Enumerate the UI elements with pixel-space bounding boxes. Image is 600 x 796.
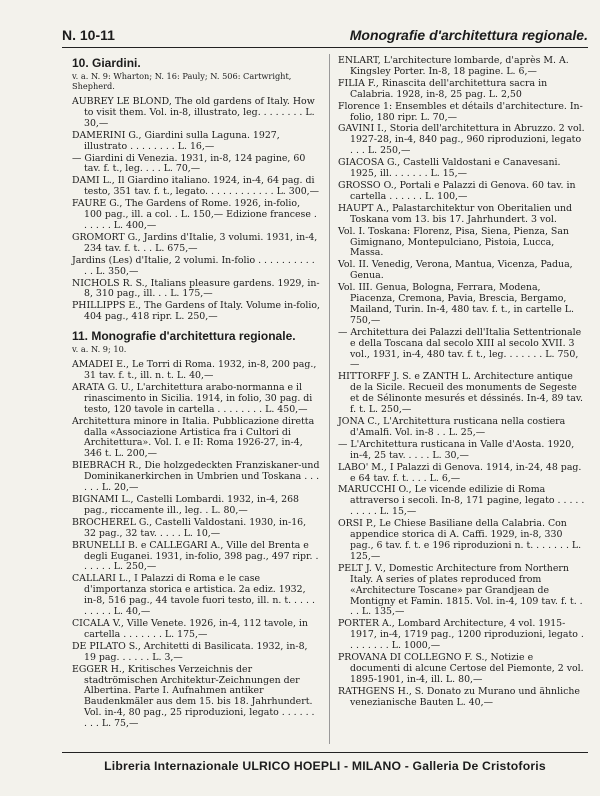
catalog-entry (72, 417, 320, 461)
catalog-entry (72, 665, 320, 730)
catalog-entry (72, 199, 320, 232)
catalog-entry-text: AUBREY LE BLOND, The old gardens of Italy. How to visit them. Vol. in-8, illustrato, leg. . . . . . . . L. 30,— (72, 96, 315, 129)
catalog-entry-text: GIACOSA G., Castelli Valdostani e Canavesani. 1925, ill. . . . . . . L. 15,— (338, 157, 561, 180)
page-header (62, 27, 588, 48)
catalog-entry (72, 642, 320, 664)
right-column (338, 56, 586, 710)
catalog-entry-text: PHILLIPPS E., The Gardens of Italy. Volume in-folio, 404 pag., 418 ripr. L. 250,— (72, 300, 321, 323)
catalog-entry (338, 372, 586, 416)
catalog-entry (338, 158, 586, 180)
catalog-entry (72, 461, 320, 494)
catalog-entry-text: ENLART, L'architecture lombarde, d'après M. A. Kingsley Porter. In-8, 18 pagine. L. 6,— (338, 55, 569, 77)
catalog-entry-text: — Architettura dei Palazzi dell'Italia Settentrionale e della Toscana dal secolo XIII al secolo XVII. 3 vol., 1931, in-4, 480 tav. f. t., leg. . . . . . . L. 750,— (338, 326, 582, 371)
catalog-entry (338, 463, 586, 485)
catalog-entry (338, 653, 586, 686)
catalog-entry (72, 301, 320, 323)
catalog-entry-text: ORSI P., Le Chiese Basiliane della Calabria. Con appendice storica di A. Caffi. 1929, in-8, 330 pag., 6 tav. f. t. e 196 riproduzioni n. t. . . . . . . L. 125,— (338, 518, 582, 562)
catalog-entry-text: BIGNAMI L., Castelli Lombardi. 1932, in-4, 268 pag., riccamente ill., leg. . L. 80,— (72, 494, 300, 516)
catalog-entry (338, 519, 586, 563)
catalog-entry-text: HAUPT A., Palastarchitektur von Oberitalien und Toskana vom 13. bis 17. Jahrhundert. 3 vol. (338, 202, 573, 225)
catalog-entry (72, 256, 320, 278)
section-10-note: v. a. N. 9: Wharton; N. 16: Pauly; N. 506: Cartwright, Shepherd. (72, 71, 292, 91)
catalog-entry (72, 233, 320, 255)
catalog-entry-text: Vol. II. Venedig, Verona, Mantua, Vicenza, Padua, Genua. (338, 259, 573, 282)
catalog-entry (338, 102, 586, 124)
catalog-entry-text: ARATA G. U., L'architettura arabo-normanna e il rinascimento in Sicilia. 1914, in folio, 30 pag. di testo, 120 tavole in cartella . . . . . . . . L. 450,— (72, 381, 313, 415)
catalog-entry (338, 440, 586, 462)
catalog-entry (338, 564, 586, 619)
catalog-entry (338, 56, 586, 78)
catalog-entry-text: Jardins (Les) d'Italie, 2 volumi. In-folio . . . . . . . . . . . . L. 350,— (72, 254, 315, 277)
catalog-entry (72, 360, 320, 382)
catalog-entry-text: — Giardini di Venezia. 1931, in-8, 124 pagine, 60 tav. f. t., leg. . . . L. 70,— (72, 152, 306, 175)
catalog-entry (338, 619, 586, 652)
catalog-entry-text: CALLARI L., I Palazzi di Roma e le case d'importanza storica e artistica. 2a ediz. 1932, in-8, 516 pag., 44 tavole fuori testo, ill. n. t. . . . . . . . . . L. 40,— (72, 573, 315, 618)
catalog-entry-text: PORTER A., Lombard Architecture, 4 vol. 1915-1917, in-4, 1719 pag., 1200 riproduzioni, legato . . . . . . . . L. 1000,— (338, 618, 584, 652)
catalog-entry-text: — L'Architettura rusticana in Valle d'Aosta. 1920, in-4, 25 tav. . . . . L. 30,— (338, 438, 575, 461)
section-range: N. 10-11 (62, 27, 115, 43)
catalog-entry-text: DE PILATO S., Architetti di Basilicata. 1932, in-8, 19 pag. . . . . . L. 3,— (72, 640, 308, 663)
catalog-entry (72, 619, 320, 641)
catalog-entry (72, 176, 320, 198)
section-10-entries (72, 97, 320, 323)
catalog-entry (338, 181, 586, 203)
section-10-title: 10. Giardini. (72, 56, 141, 70)
catalog-entry-text: HITTORFF J. S. e ZANTH L. Architecture antique de la Sicile. Recueil des monuments de Segeste et de Sélinonte mesurés et déssinés. In-4, 89 tav. f. t. L. 250,— (338, 371, 583, 416)
page-footer (62, 752, 588, 775)
catalog-entry (338, 283, 586, 327)
catalog-entry-text: DAMERINI G., Giardini sulla Laguna. 1927, illustrato . . . . . . . . L. 16,— (72, 129, 280, 152)
catalog-entry-text: GAVINI I., Storia dell'architettura in Abruzzo. 2 vol. 1927-28, in-4, 840 pag., 960 riproduzioni, legato . . . L. 250,— (338, 123, 585, 157)
right-column-entries (338, 56, 586, 709)
catalog-entry-text: Vol. III. Genua, Bologna, Ferrara, Modena, Piacenza, Cremona, Pavia, Brescia, Bergamo, Mailand, Turin. In-4, 480 tav. f. t., in cartelle L. 750,— (338, 282, 574, 326)
catalog-entry (338, 227, 586, 260)
catalog-entry-text: FILIA F., Rinascita dell'architettura sacra in Calabria. 1928, in-8, 25 pag. L. 2,50 (338, 77, 548, 100)
column-divider (329, 54, 330, 744)
catalog-entry (72, 541, 320, 574)
catalog-entry-text: RATHGENS H., S. Donato zu Murano und ähnliche venezianische Bauten L. 40,— (338, 685, 580, 708)
catalog-entry (338, 687, 586, 709)
running-title: Monografie d'architettura regionale. (349, 27, 588, 43)
catalog-entry (338, 328, 586, 372)
catalog-entry (72, 495, 320, 517)
catalog-entry (338, 79, 586, 101)
catalog-entry (72, 574, 320, 618)
catalog-entry-text: LABO' M., I Palazzi di Genova. 1914, in-24, 48 pag. e 64 tav. f. t. . . . L. 6,— (338, 461, 582, 484)
catalog-entry (72, 518, 320, 540)
section-11-note: v. a. N. 9; 10. (72, 344, 127, 355)
catalog-entry-text: FAURE G., The Gardens of Rome. 1926, in-folio, 100 pag., ill. a col. . L. 150,— Edizione francese . . . . . . L. 400,— (72, 198, 317, 231)
catalog-entry-text: Vol. I. Toskana: Florenz, Pisa, Siena, Pienza, San Gimignano, Montepulciano, Pistoia, Lucca, Massa. (338, 225, 569, 259)
catalog-entry-text: MARUCCHI O., Le vicende edilizie di Roma attraverso i secoli. In-8, 171 pagine, legato . . . . . . . . . . L. 15,— (338, 484, 585, 518)
catalog-entry-text: GROMORT G., Jardins d'Italie, 3 volumi. 1931, in-4, 234 tav. f. t. . . L. 675,— (72, 231, 318, 254)
catalog-entry-text: PROVANA DI COLLEGNO F. S., Notizie e documenti di alcune Certose del Piemonte, 2 vol. 1895-1901, in-4, ill. L. 80,— (338, 652, 584, 685)
catalog-entry-text: PELT J. V., Domestic Architecture from Northern Italy. A series of plates reproduced from «Architecture Toscane» par Grandjean de Montigny et Famin. 1815. Vol. in-4, 109 tav. f. t. . . . L. 135,— (338, 562, 583, 618)
catalog-entry-text: GROSSO O., Portali e Palazzi di Genova. 60 tav. in cartella . . . . . . L. 100,— (338, 179, 576, 202)
catalog-entry (338, 124, 586, 157)
catalog-entry (338, 417, 586, 439)
catalog-entry-text: BIEBRACH R., Die holzgedeckten Franziskaner-und Dominikanerkirchen in Umbrien und Toskana . . . . . . L. 20,— (72, 460, 320, 494)
section-11-title: 11. Monografie d'architettura regionale. (72, 329, 296, 344)
left-column (72, 56, 320, 731)
catalog-entry-text: EGGER H., Kritisches Verzeichnis der stadtrömischen Architektur-Zeichnungen der Albertina. Parte I. Aufnahmen antiker Baudenkmäler aus dem 15. bis 18. Jahrhundert. Vol. in-4, 80 pag., 25 riproduzioni, legato . . . . . . . . . L. 75,— (72, 663, 315, 730)
catalog-entry-text: NICHOLS R. S., Italians pleasure gardens. 1929, in-8, 310 pag., ill. . . L. 175,— (72, 277, 320, 300)
catalog-entry-text: CICALA V., Ville Venete. 1926, in-4, 112 tavole, in cartella . . . . . . . L. 175,— (72, 617, 308, 640)
publisher-line: Libreria Internazionale ULRICO HOEPLI - MILANO - Galleria De Cristoforis (104, 759, 546, 773)
catalog-entry-text: BRUNELLI B. e CALLEGARI A., Ville del Brenta e degli Euganei. 1931, in-folio, 398 pag., 497 ripr. . . . . . . L. 250,— (72, 539, 319, 573)
catalog-entry-text: DAMI L., Il Giardino italiano. 1924, in-4, 64 pag. di testo, 351 tav. f. t., legato. . . . . . . . . . . . L. 300,— (72, 175, 320, 198)
catalog-entry (72, 383, 320, 416)
catalog-entry-text: AMADEI E., Le Torri di Roma. 1932, in-8, 200 pag., 31 tav. f. t., ill. n. t. L. 40,— (72, 359, 317, 382)
catalog-entry-text: Florence 1: Ensembles et détails d'architecture. In-folio, 180 ripr. L. 70,— (338, 100, 583, 123)
catalog-entry-text: BROCHEREL G., Castelli Valdostani. 1930, in-16, 32 pag., 32 tav. . . . . L. 10,— (72, 516, 307, 539)
catalog-entry (72, 279, 320, 301)
catalog-entry (338, 204, 586, 226)
section-11-entries (72, 360, 320, 730)
catalog-entry-text: JONA C., L'Architettura rusticana nella costiera d'Amalfi. Vol. in-8 . . L. 25,— (338, 416, 566, 438)
catalog-entry-text: Architettura minore in Italia. Pubblicazione diretta dalla «Associazione Artistica fra i Cultori di Architettura». Vol. I. e II: Roma 1926-27, in-4, 346 t. L. 200,— (72, 415, 315, 460)
catalog-entry (338, 485, 586, 518)
catalog-entry (72, 154, 320, 176)
catalog-entry (72, 131, 320, 153)
catalog-entry (72, 97, 320, 130)
catalog-entry (338, 260, 586, 282)
